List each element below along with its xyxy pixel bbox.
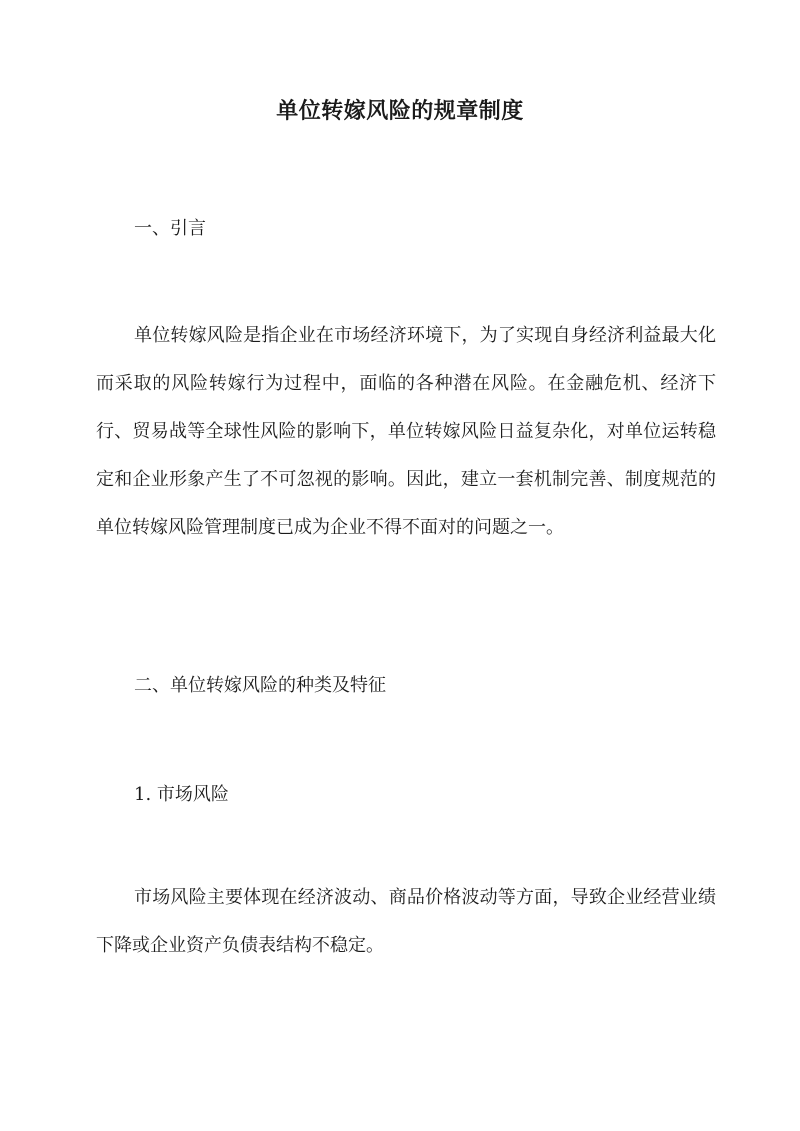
document-title: 单位转嫁风险的规章制度 (276, 98, 524, 124)
subsection-heading-market-risk: 1. 市场风险 (134, 784, 229, 805)
section-heading-risk-types: 二、单位转嫁风险的种类及特征 (134, 675, 386, 696)
section-heading-introduction: 一、引言 (134, 218, 206, 239)
market-risk-paragraph: 市场风险主要体现在经济波动、商品价格波动等方面，导致企业经营业绩下降或企业资产负债表结构不稳定。 (96, 887, 716, 956)
introduction-paragraph: 单位转嫁风险是指企业在市场经济环境下，为了实现自身经济利益最大化而采取的风险转嫁行为过程中，面临的各种潜在风险。在金融危机、经济下行、贸易战等全球性风险的影响下，单位转嫁风险日益复杂化，对单位运转稳定和企业形象产生了不可忽视的影响。因此，建立一套机制完善、制度规范的单位转嫁风险管理制度已成为企业不得不面对的问题之一。 (96, 325, 716, 538)
